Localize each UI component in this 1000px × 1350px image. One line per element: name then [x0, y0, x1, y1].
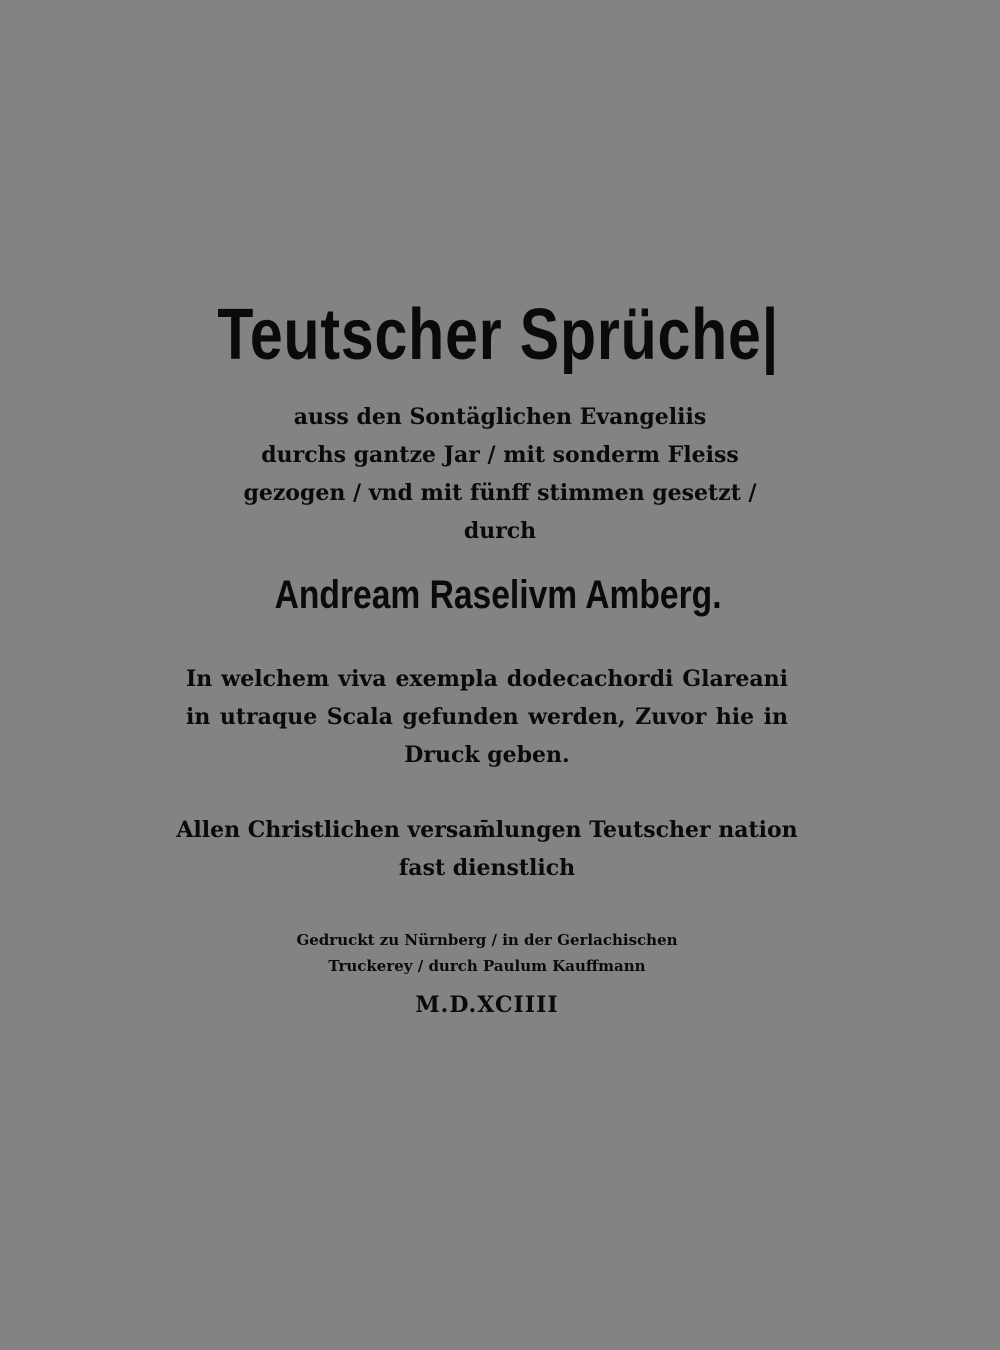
publication-year: M.D.XCIIII	[415, 992, 559, 1018]
description-line-2: in utraque Scala gefunden werden, Zuvor hie in	[186, 704, 788, 730]
subtitle-line-1: auss den Sontäglichen Evangeliis	[293, 404, 707, 430]
imprint-line-2: Truckerey / durch Paulum Kauffmann	[328, 957, 646, 975]
page-title: Teutscher Sprüche|	[217, 295, 780, 375]
description-line-1: In welchem viva exempla dodecachordi Glareani	[186, 666, 788, 692]
subtitle-line-2: durchs gantze Jar / mit sonderm Fleiss	[261, 442, 739, 468]
imprint-line-1: Gedruckt zu Nürnberg / in der Gerlachischen	[296, 931, 678, 949]
dedication-line-1: Allen Christlichen versam̄lungen Teutscher nation	[176, 817, 798, 843]
dedication-line-2: fast dienstlich	[398, 855, 576, 881]
subtitle-line-4: durch	[463, 518, 537, 544]
subtitle-line-3: gezogen / vnd mit fünff stimmen gesetzt /	[243, 480, 757, 506]
description-line-3: Druck geben.	[404, 742, 570, 768]
author-name: Andream Raselivm Amberg.	[274, 573, 722, 617]
